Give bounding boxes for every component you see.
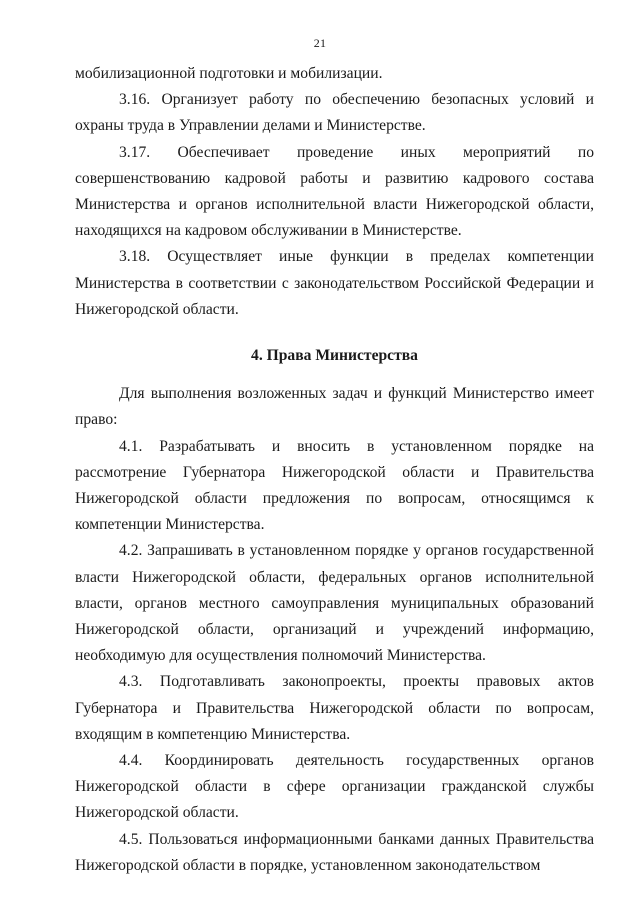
section-heading: 4. Права Министерства: [251, 347, 418, 365]
paragraph-intro: Для выполнения возложенных задач и функций Министерство имеет право:: [75, 385, 594, 429]
paragraph-3-16: 3.16. Организует работу по обеспечению безопасных условий и охраны труда в Управлении делами и Министерстве.: [75, 91, 594, 135]
page-number: 21: [313, 36, 327, 50]
paragraph-4-1: 4.1. Разрабатывать и вносить в установленном порядке на рассмотрение Губернатора Нижегородской области и Правительства Нижегородской области предложения по вопросам, относящимся к компетенции Министерства.: [75, 437, 594, 534]
paragraph-4-3: 4.3. Подготавливать законопроекты, проекты правовых актов Губернатора и Правительства Нижегородской области по вопросам, входящим в компетенцию Министерства.: [75, 673, 594, 743]
paragraph-4-2: 4.2. Запрашивать в установленном порядке у органов государственной власти Нижегородской области, федеральных органов исполнительной власти, органов местного самоуправления муниципальных образований Нижегородской области, организаций и учреждений информацию, необходимую для осуществления полномочий Министерства.: [75, 542, 594, 665]
paragraph-continuation: мобилизационной подготовки и мобилизации.: [75, 65, 383, 82]
paragraph-3-17: 3.17. Обеспечивает проведение иных мероприятий по совершенствованию кадровой работы и развитию кадрового состава Министерства и органов исполнительной власти Нижегородской области, находящихся на кадровом обслуживании в Министерстве.: [75, 143, 594, 240]
document-body: [75, 61, 594, 879]
paragraph-4-5: 4.5. Пользоваться информационными банками данных Правительства Нижегородской области в порядке, установленном законодательством: [75, 830, 594, 874]
paragraph-3-18: 3.18. Осуществляет иные функции в пределах компетенции Министерства в соответствии с законодательством Российской Федерации и Нижегородской области.: [75, 248, 594, 318]
paragraph-4-4: 4.4. Координировать деятельность государственных органов Нижегородской области в сфере организации гражданской службы Нижегородской области.: [75, 752, 594, 822]
